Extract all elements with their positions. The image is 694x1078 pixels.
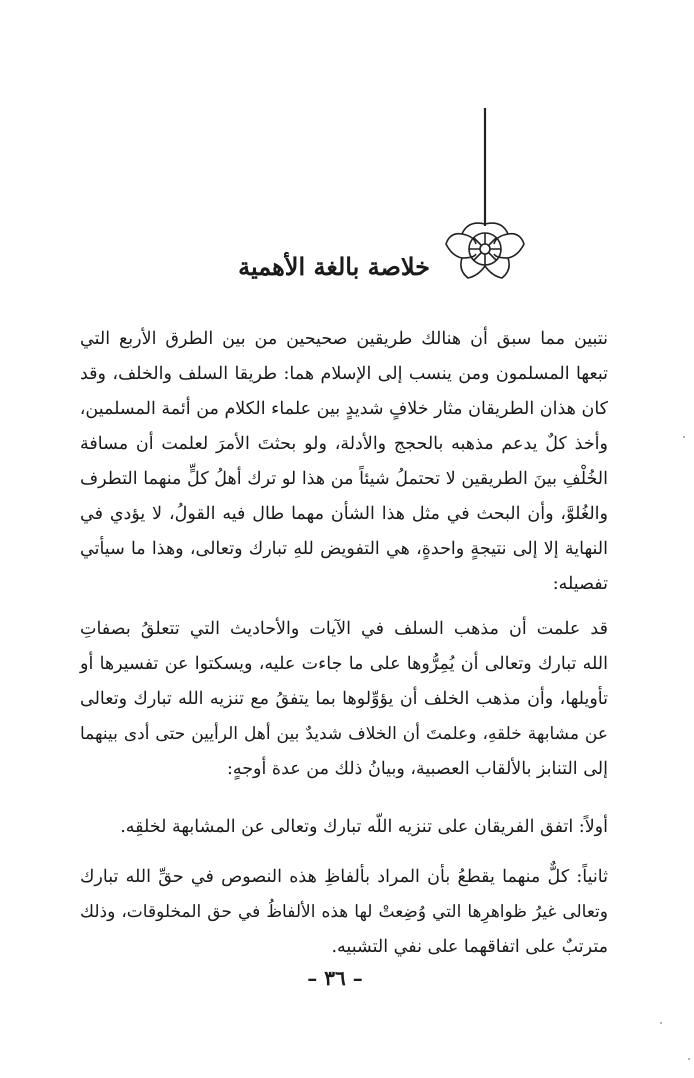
text-line: مترتبٌ على اتفاقهما على نفي التشبيه.	[331, 937, 608, 957]
text-line: الخُلْفِ بينَ الطريقين لا تحتملُ شيئاً من هذا لو ترك أهلُ كلٍّ منهما التطرف	[80, 469, 608, 489]
text-line: أولاً: اتفق الفريقان على تنزيه اللّه تبارك وتعالى عن المشابهة لخلقِه.	[120, 817, 608, 837]
text-line: كان هذان الطريقان مثار خلافٍ شديدٍ بين علماء الكلام من أئمة المسلمين،	[79, 399, 608, 419]
text-line: الله تبارك وتعالى أن يُمِرُّوها على ما جاءت عليه، ويسكتوا عن تفسيرها أو	[80, 654, 608, 674]
text-line: عن مشابهة خلقهِ، وعلمتَ أن الخلاف شديدٌ بين أهل الرأيين حتى أدى بينهما	[80, 724, 608, 744]
scan-speck	[688, 1058, 690, 1060]
text-line: وأخذ كلٌ يدعم مذهبه بالحجج والأدلة، ولو بحثتَ الأمرَ لعلمت أن مسافة	[80, 434, 608, 454]
text-line: النهاية إلا إلى نتيجةٍ واحدةٍ، هي التفويض للهِ تبارك وتعالى، وهذا ما سيأتي	[80, 539, 608, 559]
scan-speck	[660, 1022, 662, 1024]
scan-speck	[683, 436, 685, 438]
text-line: تفصيله:	[552, 574, 608, 594]
text-line: إلى التنابز بالألقاب العصبية، وبيانُ ذلك من عدة أوجهٍ:	[226, 759, 608, 779]
page-number: – ٣٦ –	[307, 966, 363, 990]
text-line: وتعالى غيرُ ظواهرِها التي وُضِعتْ لها هذه الألفاظُ في حق المخلوقات، وذلك	[80, 902, 608, 922]
text-line: ثانياً: كلٌّ منهما يقطعُ بأن المراد بألفاظِ هذه النصوص في حقِّ الله تبارك	[80, 867, 608, 887]
text-line: تبعها المسلمون ومن ينسب إلى الإسلام هما: طريقا السلف والخلف، وقد	[80, 364, 608, 384]
text-line: قد علمت أن مذهب السلف في الآيات والأحاديث التي تتعلقُ بصفاتِ	[80, 619, 608, 639]
section-title: خلاصة بالغة الأهمية	[238, 252, 430, 281]
text-line: والغُلوَّ، وأن البحث في مثل هذا الشأن مهما طال فيه القولُ، لا يؤدي في	[80, 504, 608, 524]
text-line: نتبين مما سبق أن هنالك طريقين صحيحين من بين الطرق الأربع التي	[80, 329, 608, 349]
text-line: تأويلها، وأن مذهب الخلف أن يؤوِّلوها بما يتفقُ مع تنزيه الله تبارك وتعالى	[80, 689, 608, 709]
floral-ornament-icon	[438, 108, 538, 288]
